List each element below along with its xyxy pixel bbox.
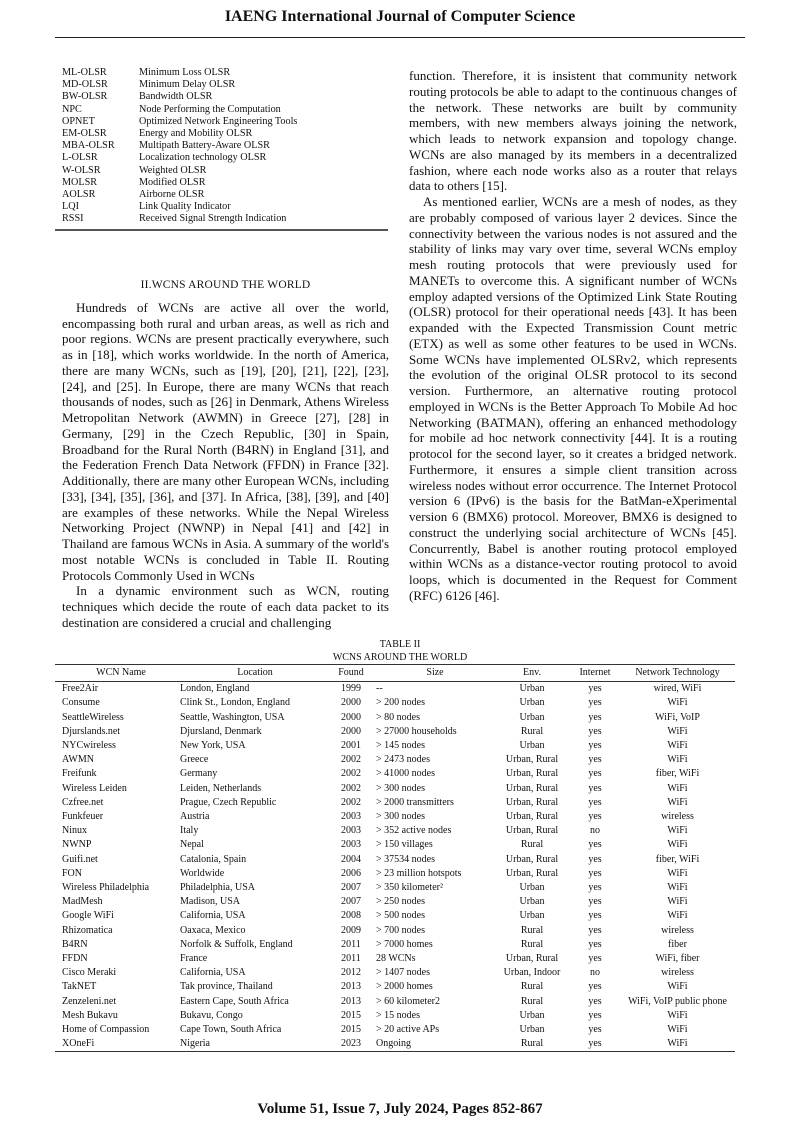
cell-network-technology: WiFi <box>667 1009 688 1021</box>
cell-network-technology: WiFi <box>667 825 688 837</box>
abbreviation-definition: Node Performing the Computation <box>139 103 281 115</box>
abbreviation-term: NPC <box>62 103 82 115</box>
cell-location: Leiden, Netherlands <box>180 782 262 794</box>
cell-location: Germany <box>180 768 218 780</box>
cell-env: Rural <box>520 839 544 851</box>
cell-internet: yes <box>588 938 602 950</box>
table-row <box>55 995 735 1009</box>
cell-wcn-name: Guifi.net <box>62 853 98 865</box>
table-row <box>55 966 735 980</box>
abbreviation-term: AOLSR <box>62 189 96 201</box>
cell-network-technology: WiFi <box>667 882 688 894</box>
table-row <box>55 711 735 725</box>
cell-found: 2007 <box>341 882 361 894</box>
table-row <box>55 824 735 838</box>
table-row <box>55 739 735 753</box>
cell-wcn-name: NYCwireless <box>62 740 116 752</box>
cell-network-technology: fiber, WiFi <box>655 853 700 865</box>
cell-env: Urban <box>519 711 545 723</box>
cell-size: Ongoing <box>372 1037 494 1052</box>
cell-found: 2004 <box>341 853 361 865</box>
cell-env: Urban, Rural <box>505 867 559 879</box>
cell-internet: yes <box>588 754 602 766</box>
cell-size: > 352 active nodes <box>376 825 452 837</box>
header-network-technology: Network Technology <box>620 665 735 682</box>
cell-size: > 700 nodes <box>376 924 425 936</box>
abbreviation-definition: Localization technology OLSR <box>139 152 267 164</box>
cell-location: Catalonia, Spain <box>180 853 247 865</box>
cell-location: Bukavu, Congo <box>180 1009 243 1021</box>
cell-size: > 350 kilometer² <box>376 882 443 894</box>
abbreviation-term: RSSI <box>62 213 84 225</box>
cell-network-technology: WiFi, fiber <box>655 953 700 965</box>
cell-found: 2002 <box>341 796 361 808</box>
table-row <box>55 810 735 824</box>
cell-network-technology: WiFi <box>667 725 688 737</box>
table-row <box>55 767 735 781</box>
cell-size: > 41000 nodes <box>376 768 435 780</box>
abbreviation-definition: Bandwidth OLSR <box>139 91 213 103</box>
cell-internet: yes <box>570 1037 620 1052</box>
cell-found: 2007 <box>341 896 361 908</box>
cell-network-technology: fiber, WiFi <box>655 768 700 780</box>
cell-location: Italy <box>180 825 199 837</box>
abbreviation-term: ML-OLSR <box>62 67 107 78</box>
cell-found: 2008 <box>341 910 361 922</box>
cell-network-technology: wireless <box>661 967 694 979</box>
cell-wcn-name: Cisco Meraki <box>62 967 117 979</box>
cell-internet: yes <box>588 924 602 936</box>
cell-size: > 145 nodes <box>376 740 425 752</box>
cell-wcn-name: AWMN <box>62 754 94 766</box>
wcn-table <box>55 664 735 1052</box>
cell-env: Urban, Rural <box>505 754 559 766</box>
cell-internet: yes <box>588 995 602 1007</box>
cell-location: Austria <box>180 811 210 823</box>
cell-wcn-name: FON <box>62 867 83 879</box>
table-row <box>55 924 735 938</box>
cell-internet: yes <box>588 867 602 879</box>
cell-wcn-name: Google WiFi <box>62 910 114 922</box>
cell-location: Oaxaca, Mexico <box>180 924 246 936</box>
cell-network-technology: WiFi <box>667 1024 688 1036</box>
cell-wcn-name: FFDN <box>62 953 88 965</box>
cell-found: 2002 <box>341 768 361 780</box>
cell-network-technology: WiFi <box>667 981 688 993</box>
cell-found: 1999 <box>341 683 361 695</box>
abbreviation-row <box>62 91 388 103</box>
cell-found: 2002 <box>341 754 361 766</box>
cell-size: > 300 nodes <box>376 811 425 823</box>
table-row <box>55 952 735 966</box>
cell-env: Urban <box>519 1024 545 1036</box>
cell-location: Norfolk & Suffolk, England <box>180 938 293 950</box>
cell-wcn-name: Free2Air <box>62 683 99 695</box>
table-caption: WCNS AROUND THE WORLD <box>332 652 468 663</box>
table-row <box>55 682 735 697</box>
cell-location: Djursland, Denmark <box>180 725 262 737</box>
abbreviation-row <box>62 67 388 79</box>
cell-internet: yes <box>588 683 602 695</box>
abbreviation-row <box>62 116 388 128</box>
cell-location: Clink St., London, England <box>180 697 290 709</box>
cell-location: Madison, USA <box>180 896 241 908</box>
cell-env: Urban <box>519 1009 545 1021</box>
abbreviation-term: MOLSR <box>62 176 98 188</box>
cell-location: Philadelphia, USA <box>180 882 255 894</box>
cell-location: New York, USA <box>180 740 246 752</box>
table-row <box>55 895 735 909</box>
cell-wcn-name: MadMesh <box>62 896 103 908</box>
cell-found: 2001 <box>341 740 361 752</box>
cell-found: 2013 <box>341 981 361 993</box>
table-row <box>55 1023 735 1037</box>
cell-env: Rural <box>520 995 544 1007</box>
cell-network-technology: WiFi <box>667 754 688 766</box>
table-row <box>55 1037 735 1052</box>
page-footer: Volume 51, Issue 7, July 2024, Pages 852-867 <box>257 1101 543 1117</box>
abbreviation-definition: Minimum Loss OLSR <box>139 67 231 78</box>
table-row <box>55 796 735 810</box>
cell-found: 2003 <box>341 811 361 823</box>
abbreviation-term: BW-OLSR <box>62 91 108 103</box>
cell-env: Rural <box>494 1037 570 1052</box>
table-header-row <box>55 665 735 682</box>
cell-found: 2011 <box>341 953 361 965</box>
header-size: Size <box>372 665 494 682</box>
abbreviation-list <box>62 67 388 226</box>
abbreviation-rule <box>55 229 388 231</box>
cell-size: > 37534 nodes <box>376 853 435 865</box>
cell-location: Cape Town, South Africa <box>180 1024 282 1036</box>
section-title: II.WCNS AROUND THE WORLD <box>140 279 311 291</box>
cell-network-technology: WiFi, VoIP <box>655 711 700 723</box>
abbreviation-definition: Received Signal Strength Indication <box>139 213 287 225</box>
cell-wcn-name: B4RN <box>62 938 88 950</box>
cell-env: Urban <box>519 697 545 709</box>
cell-wcn-name: NWNP <box>62 839 92 851</box>
cell-size: > 500 nodes <box>376 910 425 922</box>
cell-found: 2002 <box>341 782 361 794</box>
cell-network-technology: WiFi <box>667 839 688 851</box>
table-row <box>55 853 735 867</box>
cell-size: > 80 nodes <box>376 711 420 723</box>
cell-internet: yes <box>588 725 602 737</box>
cell-wcn-name: Czfree.net <box>62 796 104 808</box>
cell-size: > 300 nodes <box>376 782 425 794</box>
abbreviation-term: EM-OLSR <box>62 128 107 140</box>
cell-network-technology: WiFi <box>667 910 688 922</box>
cell-env: Rural <box>520 725 544 737</box>
abbreviation-term: MD-OLSR <box>62 79 108 91</box>
cell-location: Eastern Cape, South Africa <box>180 995 289 1007</box>
cell-size: > 2000 transmitters <box>376 796 454 808</box>
abbreviation-definition: Airborne OLSR <box>139 189 205 201</box>
cell-found: 2000 <box>341 711 361 723</box>
cell-size: > 20 active APs <box>376 1024 440 1036</box>
cell-wcn-name: Djurslands.net <box>62 725 121 737</box>
abbreviation-row <box>62 79 388 91</box>
table-row <box>55 753 735 767</box>
header-wcn-name: WCN Name <box>55 665 180 682</box>
right-paragraph-2: As mentioned earlier, WCNs are a mesh of nodes, as they are probably composed of various layer 2 devices. Since the connectivity between the various nodes is not assured and the stability of links may vary over time, several WCNs employ mesh routing protocols that were previously used for MANETs to overcome this. A significant number of WCNs employ adapted versions of the Optimized Link State Routing (OLSR) protocol for their operational needs [43]. It has been expanded with the Expected Transmission Count metric (ETX) as well as some other features to be used in WCNs. Some WCNs have implemented OLSRv2, which represents the evolution of the original OLSR protocol to its second version. Furthermore, an alternative routing protocol employed in WCNs is the Better Approach To Mobile Ad hoc Networking (BATMAN), offering an enhanced methodology for mobile ad hoc network connectivity [44]. It is a routing protocol for the second layer, so it creates a bridged network. Furthermore, it ensures a simple client transition across wireless nodes without error occurrence. The Internet Protocol version 6 (IPv6) is the basis for the BatMan-eXperimental version 6 (BMX6) protocol. Moreover, BMX6 is designed to construct the underlying social architecture of WCNs [45]. Concurrently, Babel is another routing protocol employed within WCNs as a distance-vector routing protocol to avoid loops, which is documented in the Request for Comment (RFC) 6126 [46]. <box>409 194 737 603</box>
cell-internet: yes <box>588 796 602 808</box>
cell-found: 2015 <box>341 1024 361 1036</box>
abbreviation-row <box>62 177 388 189</box>
cell-location: Nigeria <box>180 1037 330 1052</box>
cell-wcn-name: XOneFi <box>55 1037 180 1052</box>
cell-wcn-name: TakNET <box>62 981 97 993</box>
abbreviation-definition: Minimum Delay OLSR <box>139 79 236 91</box>
cell-internet: yes <box>588 882 602 894</box>
cell-network-technology: WiFi <box>667 796 688 808</box>
abbreviation-row <box>62 201 388 213</box>
table-label: TABLE II <box>379 639 421 650</box>
abbreviation-term: MBA-OLSR <box>62 140 115 152</box>
cell-wcn-name: Rhizomatica <box>62 924 113 936</box>
cell-env: Urban, Indoor <box>503 967 561 979</box>
cell-size: > 150 villages <box>376 839 433 851</box>
abbreviation-row <box>62 189 388 201</box>
cell-location: Greece <box>180 754 209 766</box>
cell-internet: yes <box>588 697 602 709</box>
table-row <box>55 725 735 739</box>
cell-location: France <box>180 953 208 965</box>
cell-network-technology: wired, WiFi <box>653 683 702 695</box>
abbreviation-definition: Modified OLSR <box>139 176 206 188</box>
abbreviation-row <box>62 152 388 164</box>
right-paragraph-1: function. Therefore, it is insistent that community network routing protocols be able to adapt to the continuous changes of the network. These networks are built by community members, with new members always joining the network, which leads to network expansion and topology change. WCNs are also managed by its members in a decentralized fashion, where each node works also as a router that relays data to others [15]. <box>409 68 737 194</box>
cell-env: Rural <box>520 924 544 936</box>
table-row <box>55 938 735 952</box>
cell-size: > 1407 nodes <box>376 967 430 979</box>
cell-wcn-name: Wireless Leiden <box>62 782 127 794</box>
table-row <box>55 782 735 796</box>
table-body <box>55 682 735 1052</box>
cell-network-technology: WiFi <box>667 740 688 752</box>
cell-network-technology: WiFi, VoIP public phone <box>628 995 727 1007</box>
abbreviation-term: LQI <box>62 201 79 213</box>
table-row <box>55 696 735 710</box>
abbreviation-definition: Optimized Network Engineering Tools <box>139 115 298 127</box>
cell-env: Rural <box>520 981 544 993</box>
cell-found: 2015 <box>341 1009 361 1021</box>
cell-found: 2003 <box>341 825 361 837</box>
cell-env: Urban, Rural <box>505 768 559 780</box>
cell-found: 2023 <box>330 1037 372 1052</box>
cell-size: > 27000 households <box>376 725 457 737</box>
cell-wcn-name: Consume <box>62 697 100 709</box>
cell-internet: yes <box>588 853 602 865</box>
cell-network-technology: WiFi <box>620 1037 735 1052</box>
cell-internet: yes <box>588 910 602 922</box>
left-column <box>62 278 389 631</box>
cell-size: > 250 nodes <box>376 896 425 908</box>
table-row <box>55 1009 735 1023</box>
cell-internet: yes <box>588 839 602 851</box>
cell-internet: yes <box>588 740 602 752</box>
cell-network-technology: WiFi <box>667 697 688 709</box>
abbreviation-term: W-OLSR <box>62 164 101 176</box>
left-paragraph-2: In a dynamic environment such as WCN, routing techniques which decide the route of each data packet to its destination are considered a crucial and challenging <box>62 583 389 630</box>
cell-size: -- <box>376 683 383 695</box>
cell-network-technology: WiFi <box>667 896 688 908</box>
cell-network-technology: fiber <box>668 938 687 950</box>
cell-env: Urban, Rural <box>505 782 559 794</box>
header-rule <box>55 37 745 38</box>
cell-internet: no <box>590 825 600 837</box>
table-row <box>55 838 735 852</box>
cell-network-technology: wireless <box>661 924 694 936</box>
right-column <box>409 68 737 604</box>
cell-size: > 23 million hotspots <box>376 867 462 879</box>
header-found: Found <box>330 665 372 682</box>
cell-found: 2000 <box>341 725 361 737</box>
cell-internet: yes <box>588 782 602 794</box>
cell-internet: yes <box>588 768 602 780</box>
cell-env: Urban, Rural <box>505 953 559 965</box>
cell-env: Urban <box>519 910 545 922</box>
abbreviation-row <box>62 128 388 140</box>
abbreviation-definition: Multipath Battery-Aware OLSR <box>139 140 270 152</box>
cell-location: Seattle, Washington, USA <box>180 711 285 723</box>
abbreviation-definition: Weighted OLSR <box>139 164 207 176</box>
table-row <box>55 867 735 881</box>
abbreviation-row <box>62 104 388 116</box>
cell-env: Urban, Rural <box>505 796 559 808</box>
cell-found: 2006 <box>341 867 361 879</box>
cell-size: > 200 nodes <box>376 697 425 709</box>
cell-size: > 15 nodes <box>376 1009 420 1021</box>
cell-internet: no <box>590 967 600 979</box>
cell-env: Urban <box>519 882 545 894</box>
cell-internet: yes <box>588 896 602 908</box>
cell-env: Urban, Rural <box>505 811 559 823</box>
cell-wcn-name: Wireless Philadelphia <box>62 882 150 894</box>
cell-size: 28 WCNs <box>376 953 416 965</box>
cell-location: Worldwide <box>180 867 225 879</box>
abbreviation-row <box>62 140 388 152</box>
abbreviation-row <box>62 165 388 177</box>
journal-header: IAENG International Journal of Computer Science <box>224 8 576 25</box>
abbreviation-term: OPNET <box>62 115 95 127</box>
cell-wcn-name: Freifunk <box>62 768 97 780</box>
cell-env: Urban, Rural <box>505 825 559 837</box>
cell-wcn-name: Mesh Bukavu <box>62 1009 118 1021</box>
cell-size: > 2000 homes <box>376 981 433 993</box>
cell-size: > 60 kilometer2 <box>376 995 440 1007</box>
cell-internet: yes <box>588 811 602 823</box>
cell-found: 2000 <box>341 697 361 709</box>
cell-size: > 2473 nodes <box>376 754 430 766</box>
table-row <box>55 980 735 994</box>
cell-internet: yes <box>588 981 602 993</box>
cell-env: Rural <box>520 938 544 950</box>
cell-env: Urban <box>519 683 545 695</box>
cell-wcn-name: Funkfeuer <box>62 811 104 823</box>
cell-env: Urban <box>519 740 545 752</box>
left-paragraph-1: Hundreds of WCNs are active all over the world, encompassing both rural and urban areas, as well as rich and poor regions. WCNs are present practically everywhere, such as in [18], which works worldwide. In the north of America, there are many WCNs, such as [19], [20], [21], [22], [23], [24], and [25]. In Europe, there are many WCNs that reach thousands of nodes, such as [26] in Denmark, Athens Wireless Metropolitan Network (AWMN) in Greece [27], [28] in Germany, [29] in the Czech Republic, [30] in Spain, Broadband for the Rural North (B4RN) in England [31], and the Federation French Data Network (FFDN) in France [32]. Additionally, there are many other European WCNs, including [33], [34], [35], [36], and [37]. In Africa, [38], [39], and [40] are examples of these networks. While the Nepal Wireless Networking Project (NWNP) in Nepal [41] and [42] in Thailand are famous WCNs in Asia. A summary of the world's most notable WCNs is concluded in Table II. Routing Protocols Commonly Used in WCNs <box>62 299 389 583</box>
cell-network-technology: WiFi <box>667 782 688 794</box>
cell-internet: yes <box>588 1024 602 1036</box>
cell-env: Urban <box>519 896 545 908</box>
cell-location: California, USA <box>180 910 246 922</box>
cell-found: 2012 <box>341 967 361 979</box>
cell-size: > 7000 homes <box>376 938 433 950</box>
cell-env: Urban, Rural <box>505 853 559 865</box>
table-row <box>55 909 735 923</box>
cell-found: 2009 <box>341 924 361 936</box>
cell-wcn-name: Zenzeleni.net <box>62 995 117 1007</box>
abbreviation-definition: Link Quality Indicator <box>139 201 231 213</box>
header-internet: Internet <box>570 665 620 682</box>
abbreviation-term: L-OLSR <box>62 152 98 164</box>
cell-found: 2013 <box>341 995 361 1007</box>
cell-internet: yes <box>588 1009 602 1021</box>
cell-location: California, USA <box>180 967 246 979</box>
cell-found: 2011 <box>341 938 361 950</box>
cell-wcn-name: SeattleWireless <box>62 711 124 723</box>
cell-network-technology: WiFi <box>667 867 688 879</box>
cell-wcn-name: Home of Compassion <box>62 1024 150 1036</box>
abbreviation-row <box>62 213 388 225</box>
cell-network-technology: wireless <box>661 811 694 823</box>
cell-location: Nepal <box>180 839 204 851</box>
header-env: Env. <box>494 665 570 682</box>
table-row <box>55 881 735 895</box>
abbreviation-definition: Energy and Mobility OLSR <box>139 128 253 140</box>
cell-location: Prague, Czech Republic <box>180 796 277 808</box>
cell-found: 2003 <box>341 839 361 851</box>
cell-wcn-name: Ninux <box>62 825 87 837</box>
cell-internet: yes <box>588 711 602 723</box>
cell-internet: yes <box>588 953 602 965</box>
header-location: Location <box>180 665 330 682</box>
cell-location: Tak province, Thailand <box>180 981 273 993</box>
cell-location: London, England <box>180 683 250 695</box>
